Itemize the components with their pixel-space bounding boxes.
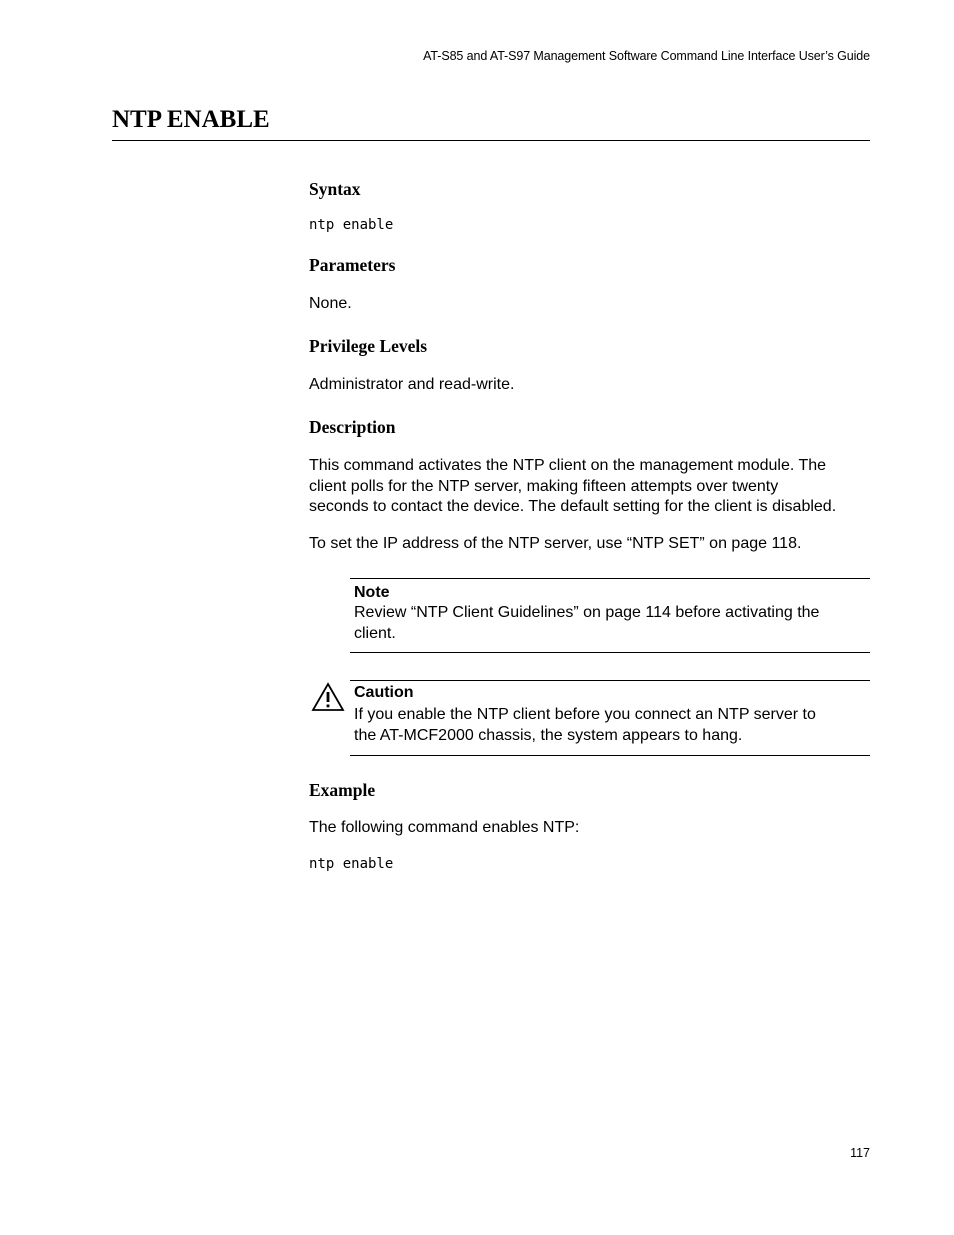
description-line: client polls for the NTP server, making fifteen attempts over twenty — [309, 477, 779, 495]
note-line: Review “NTP Client Guidelines” on page 114 before activating the — [354, 604, 820, 621]
example-text: The following command enables NTP: — [309, 819, 580, 836]
privilege-levels-text: Administrator and read-write. — [309, 376, 515, 393]
syntax-heading: Syntax — [309, 179, 361, 199]
running-header: AT-S85 and AT-S97 Management Software Command Line Interface User’s Guide — [423, 49, 870, 63]
example-code: ntp enable — [309, 856, 394, 872]
page-number: 117 — [850, 1146, 870, 1160]
parameters-text: None. — [309, 295, 352, 312]
ntp-set-reference-text: To set the IP address of the NTP server, use “NTP SET” on page 118. — [309, 535, 802, 552]
example-heading: Example — [309, 780, 376, 800]
note-title: Note — [354, 584, 390, 601]
description-line: This command activates the NTP client on the management module. The — [309, 457, 827, 474]
note-box — [350, 578, 870, 653]
caution-line: If you enable the NTP client before you connect an NTP server to — [354, 706, 816, 723]
description-heading: Description — [309, 417, 396, 437]
caution-title: Caution — [354, 684, 414, 701]
description-paragraph — [309, 456, 870, 518]
privilege-levels-heading: Privilege Levels — [309, 336, 428, 356]
note-line: client. — [354, 624, 396, 642]
warning-triangle-icon — [311, 682, 345, 712]
syntax-code: ntp enable — [309, 217, 394, 233]
caution-text — [354, 705, 870, 746]
parameters-heading: Parameters — [309, 255, 396, 275]
description-line: seconds to contact the device. The default setting for the client is disabled. — [309, 498, 837, 515]
caution-line: the AT-MCF2000 chassis, the system appears to hang. — [354, 726, 743, 744]
title-rule — [112, 140, 870, 141]
page-title: NTP ENABLE — [112, 106, 270, 133]
note-text — [354, 603, 870, 644]
caution-box — [350, 680, 870, 756]
